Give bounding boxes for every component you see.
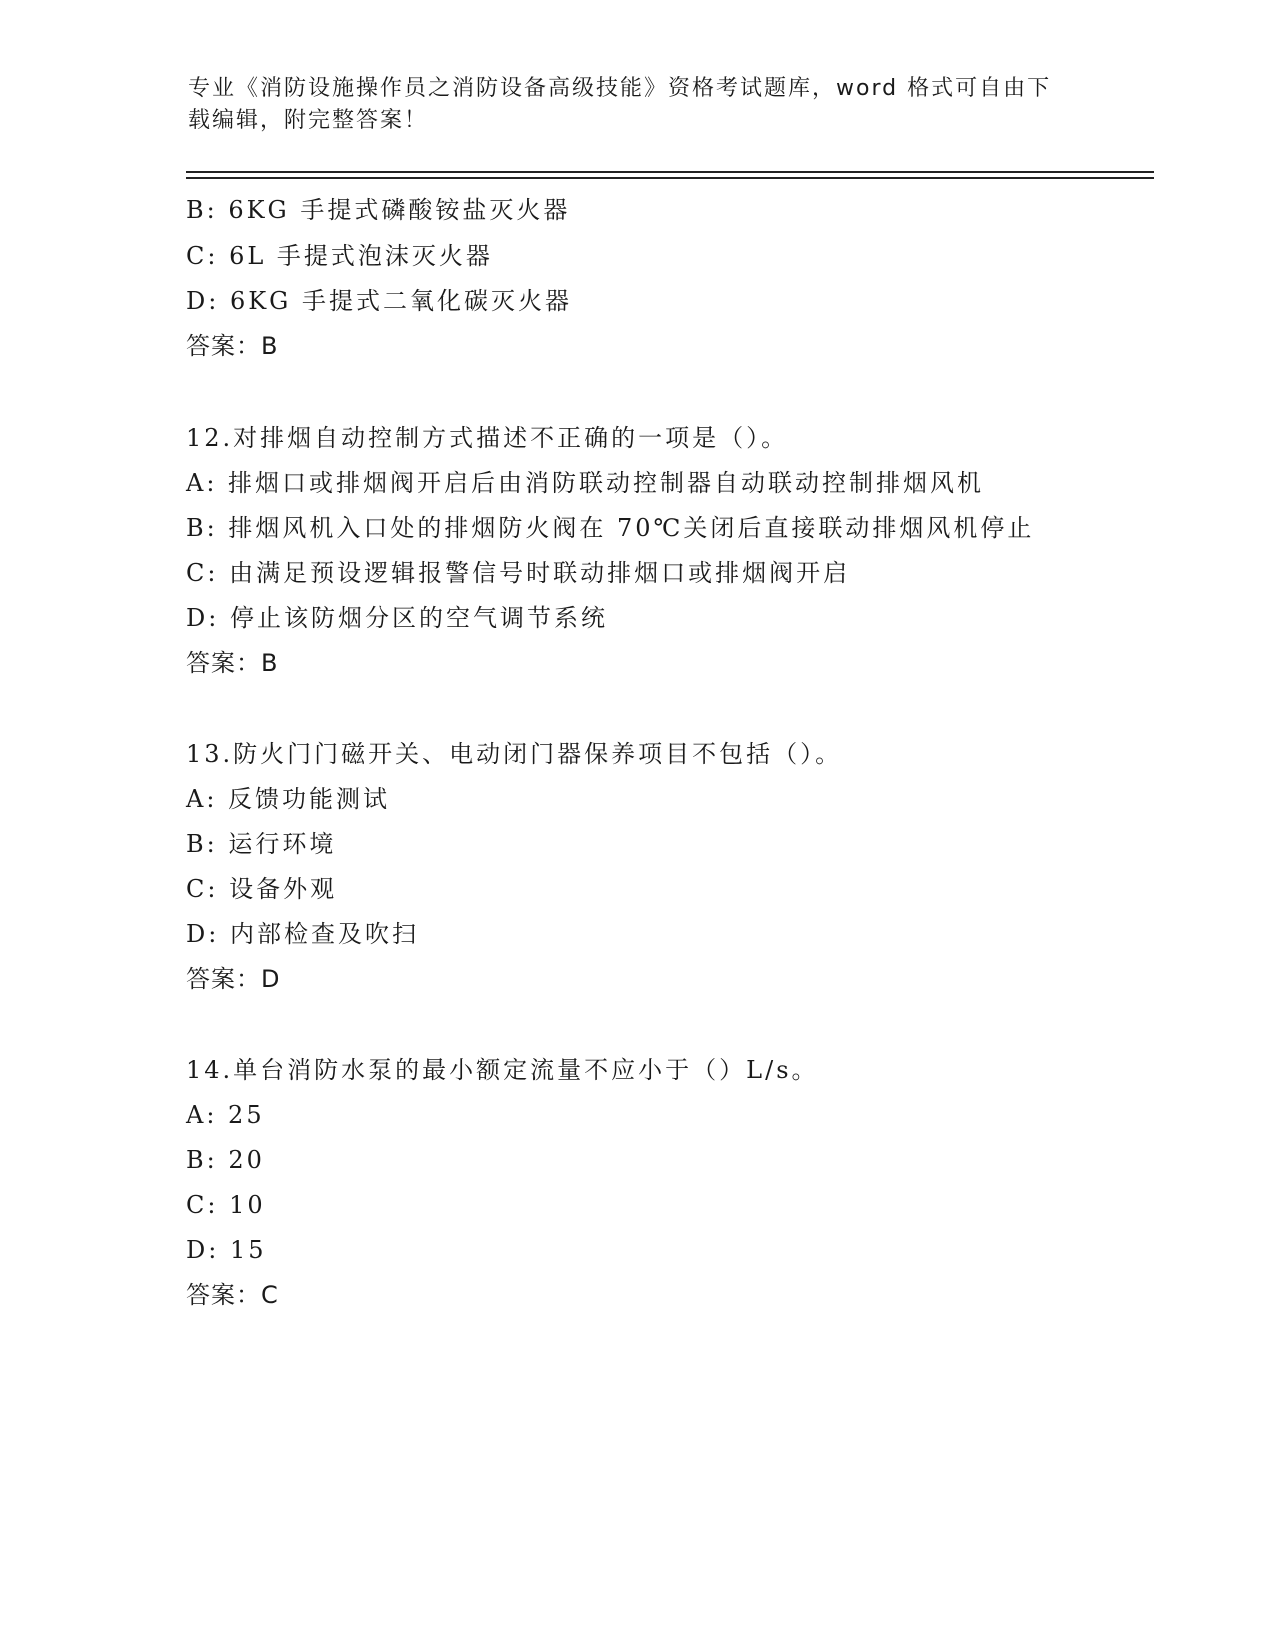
header-text-line-2: 载编辑，附完整答案！: [188, 108, 429, 133]
question-12-option-c: C: 由满足预设逻辑报警信号时联动排烟口或排烟阀开启: [186, 559, 851, 587]
prev-option-c: C: 6L 手提式泡沫灭火器: [186, 242, 493, 270]
question-13-answer: 答案：D: [186, 965, 281, 993]
prev-answer: 答案：B: [186, 332, 279, 360]
question-13-option-c: C: 设备外观: [186, 875, 338, 903]
prev-option-b: B: 6KG 手提式磷酸铵盐灭火器: [186, 196, 571, 224]
question-14-option-a: A: 25: [186, 1101, 265, 1129]
question-14-option-d: D: 15: [186, 1236, 267, 1264]
question-13-option-a: A: 反馈功能测试: [186, 785, 391, 813]
question-13-option-d: D: 内部检查及吹扫: [186, 920, 419, 948]
question-13-stem: 13.防火门门磁开关、电动闭门器保养项目不包括（）。: [186, 740, 843, 768]
prev-option-d: D: 6KG 手提式二氧化碳灭火器: [186, 287, 572, 315]
header-divider-bottom: [186, 177, 1154, 179]
question-12-option-a: A: 排烟口或排烟阀开启后由消防联动控制器自动联动控制排烟风机: [186, 469, 985, 497]
header-divider-top: [186, 171, 1154, 173]
question-14-option-b: B: 20: [186, 1146, 265, 1174]
question-12-option-b: B: 排烟风机入口处的排烟防火阀在 70℃关闭后直接联动排烟风机停止: [186, 514, 1035, 542]
question-14-answer: 答案：C: [186, 1281, 279, 1309]
question-12-option-d: D: 停止该防烟分区的空气调节系统: [186, 604, 608, 632]
header-text-line-1: 专业《消防设施操作员之消防设备高级技能》资格考试题库，word 格式可自由下: [188, 76, 1052, 101]
question-13-option-b: B: 运行环境: [186, 830, 337, 858]
question-14-option-c: C: 10: [186, 1191, 266, 1219]
question-12-answer: 答案：B: [186, 649, 279, 677]
question-14-stem: 14.单台消防水泵的最小额定流量不应小于（）L/s。: [186, 1056, 819, 1084]
question-12-stem: 12.对排烟自动控制方式描述不正确的一项是（）。: [186, 424, 789, 452]
